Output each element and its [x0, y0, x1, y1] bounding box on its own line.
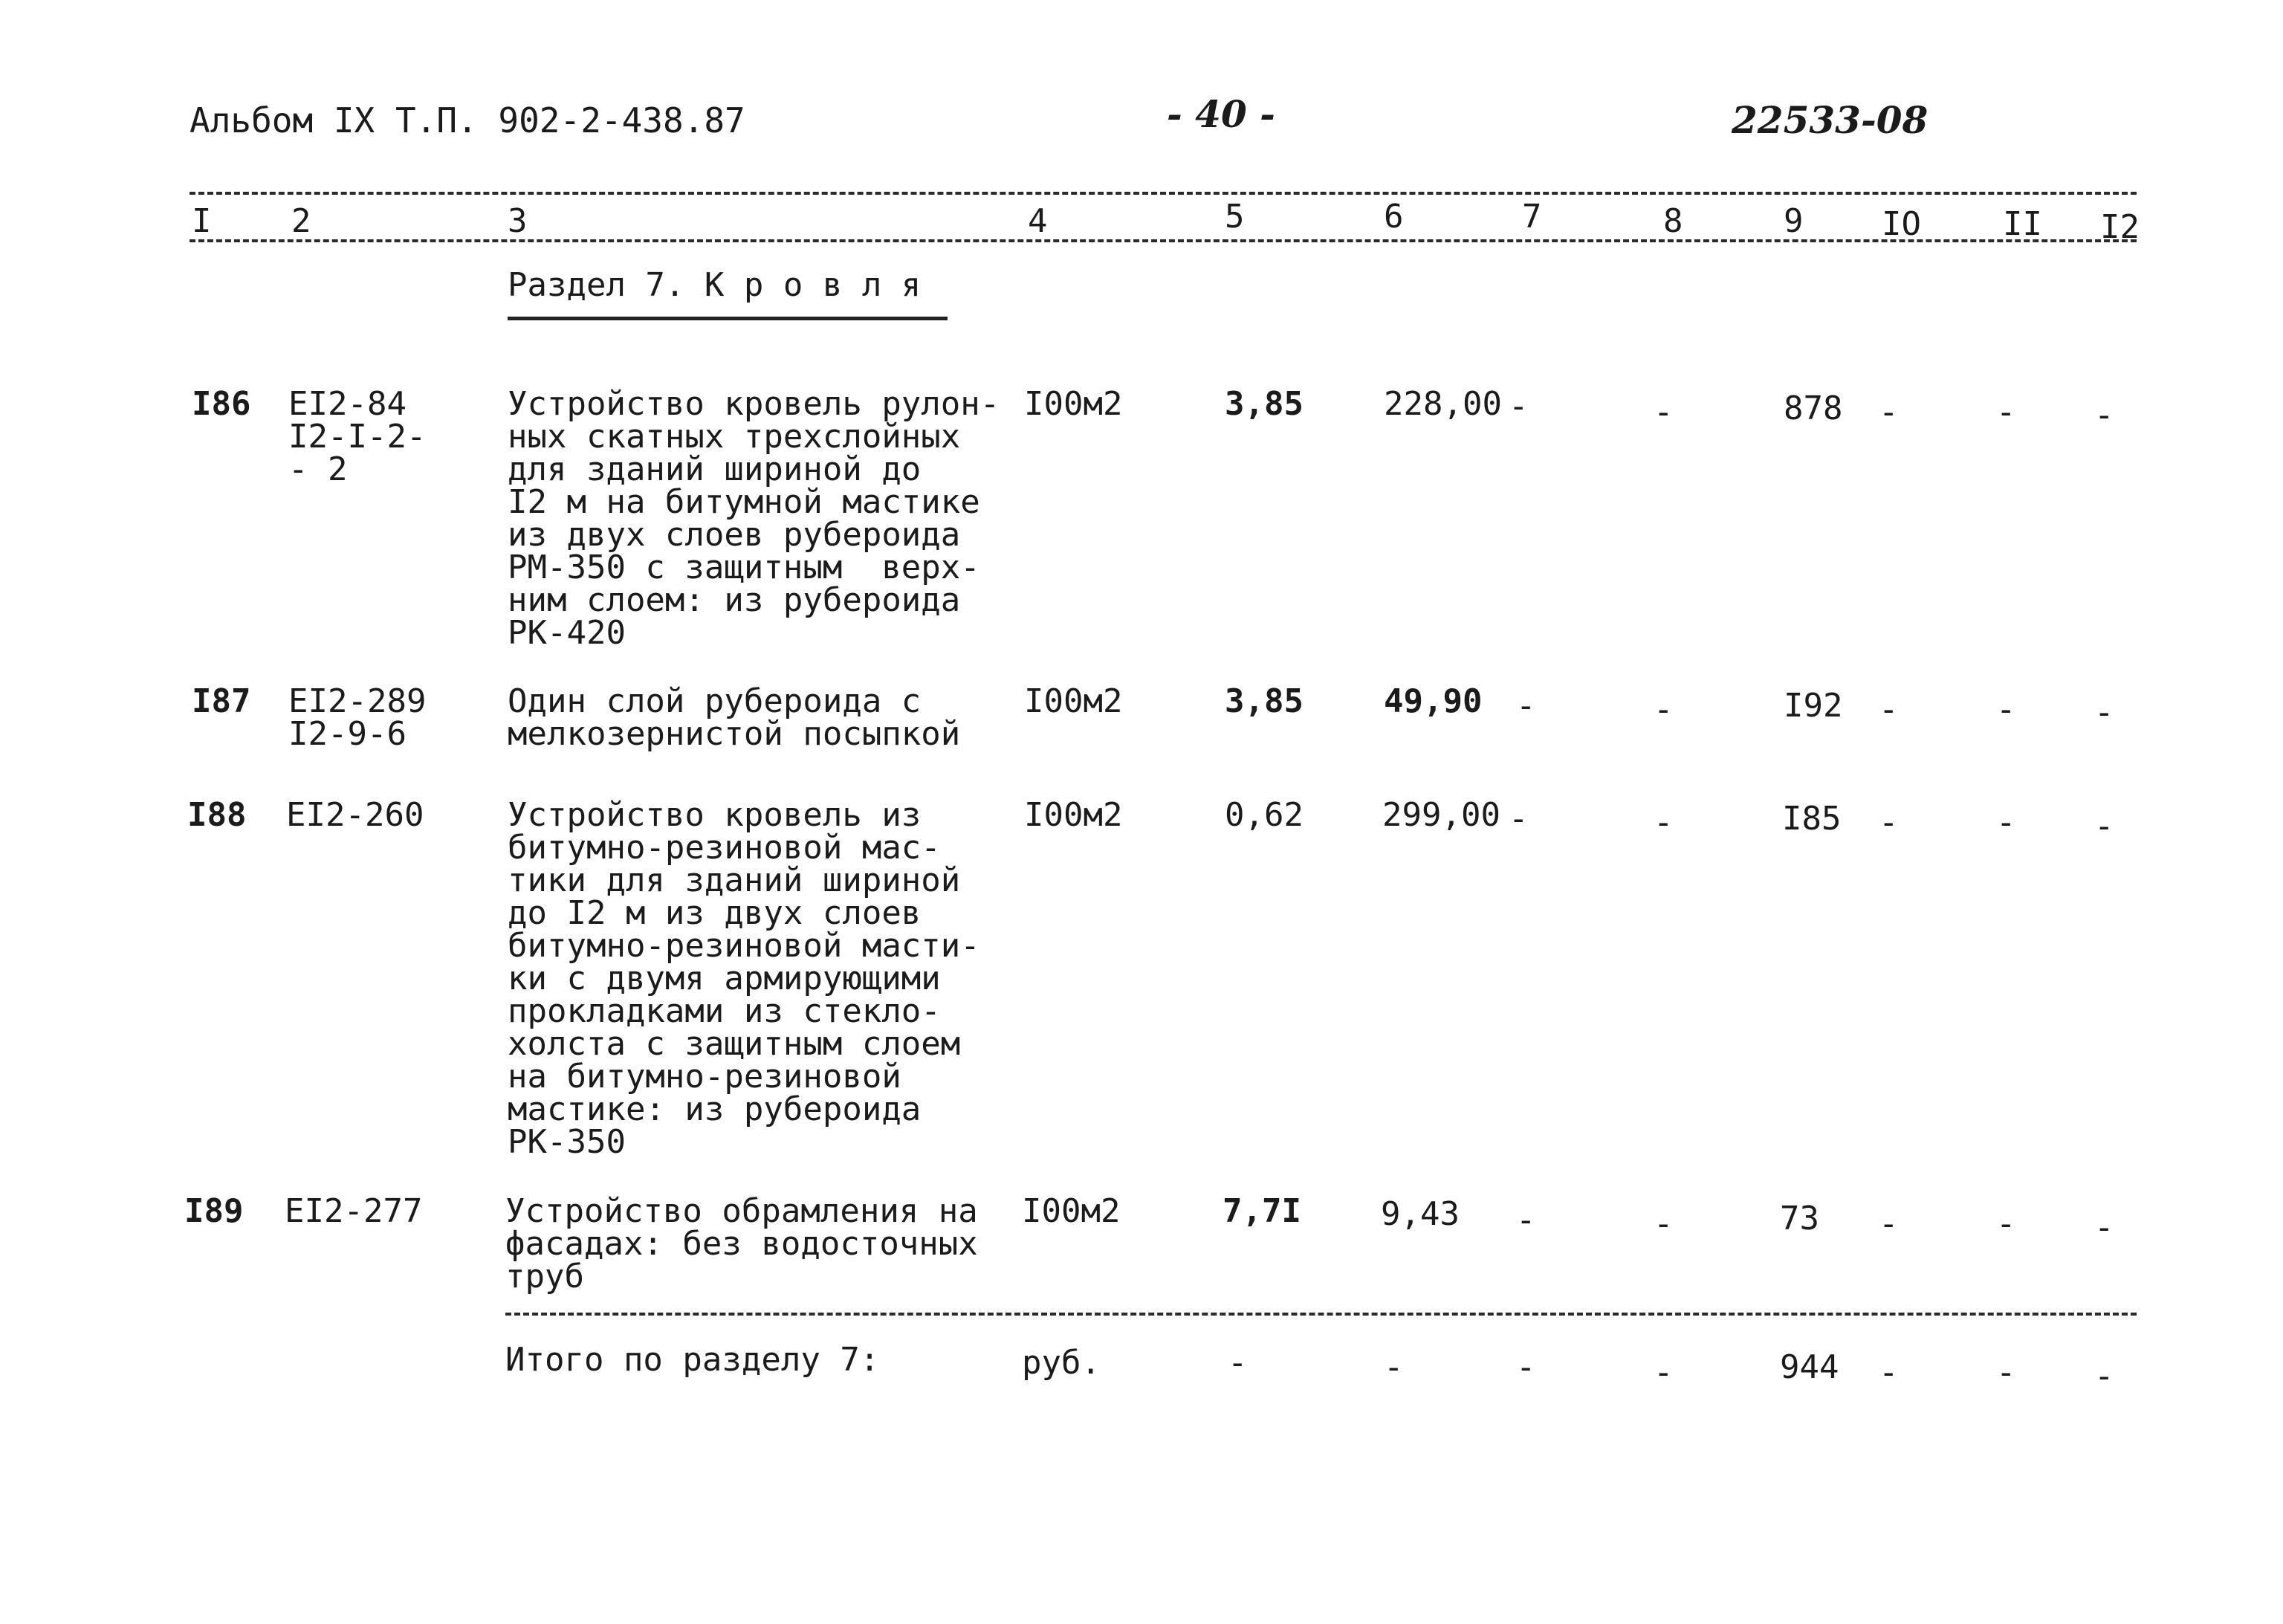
quantity: 3,85	[1225, 385, 1304, 423]
column-header-4: 4	[1028, 202, 1048, 240]
column-9-value: I85	[1782, 800, 1842, 838]
column-7-value: -	[1509, 387, 1529, 425]
column-header-5: 5	[1225, 198, 1245, 236]
total-column-5: -	[1228, 1344, 1248, 1382]
column-header-10: IO	[1882, 205, 1921, 243]
unit-of-measure: I00м2	[1024, 796, 1123, 834]
column-header-12: I2	[2100, 208, 2140, 246]
column-7-value: -	[1516, 1201, 1536, 1239]
column-header-9: 9	[1784, 202, 1804, 240]
column-8-value: -	[1654, 803, 1674, 841]
section-title-underline	[508, 317, 948, 320]
rate-code: EI2-277	[285, 1192, 423, 1230]
unit-of-measure: I00м2	[1024, 682, 1123, 720]
column-header-11: II	[2003, 205, 2042, 243]
column-11-value: -	[1996, 393, 2016, 431]
unit-price: 228,00	[1384, 385, 1502, 423]
quantity: 0,62	[1225, 796, 1304, 834]
unit-price: 49,90	[1384, 682, 1483, 720]
column-9-value: 73	[1780, 1200, 1819, 1238]
quantity: 7,7I	[1223, 1192, 1301, 1230]
total-column-7: -	[1516, 1348, 1536, 1386]
column-8-value: -	[1654, 1205, 1674, 1243]
column-header-top-rule	[190, 192, 2137, 195]
total-column-6: -	[1384, 1348, 1404, 1386]
column-header-8: 8	[1663, 202, 1683, 240]
column-9-value: 878	[1784, 389, 1843, 427]
album-title: Альбом IX Т.П. 902-2-438.87	[190, 100, 745, 140]
unit-price: 9,43	[1381, 1195, 1460, 1233]
column-11-value: -	[1996, 803, 2016, 841]
column-header-2: 2	[291, 202, 311, 240]
work-description: Устройство кровель из битумно-резиновой мас- тики для зданий шириной до I2 м из двух слоев битумно-резиновой масти- ки с двумя армирующими прокладками из стекло- холста с защитным слоем на битумно-резиновой мастике: из рубероида РК-350	[508, 796, 980, 1161]
column-8-value: -	[1654, 393, 1674, 431]
column-12-value: -	[2094, 807, 2114, 845]
rate-code: EI2-260	[286, 796, 424, 834]
column-header-6: 6	[1384, 198, 1404, 236]
unit-of-measure: I00м2	[1024, 385, 1123, 423]
column-11-value: -	[1996, 690, 2016, 728]
column-header-3: 3	[508, 202, 528, 240]
work-description: Устройство кровель рулон- ных скатных трехслойных для зданий шириной до I2 м на битумной мастике из двух слоев рубероида РМ-350 с защитным верх- ним слоем: из рубероида РК-420	[508, 385, 1000, 652]
column-10-value: -	[1879, 393, 1899, 431]
rate-code: EI2-84 I2-I-2- - 2	[288, 385, 427, 488]
work-description: Один слой рубероида с мелкозернистой посыпкой	[508, 682, 961, 753]
section-title: Раздел 7. К р о в л я	[508, 266, 922, 304]
unit-price: 299,00	[1382, 796, 1500, 834]
column-8-value: -	[1654, 690, 1674, 728]
column-12-value: -	[2094, 1209, 2114, 1246]
column-header-7: 7	[1522, 198, 1542, 236]
total-label: Итого по разделу 7:	[505, 1341, 880, 1379]
total-column-8: -	[1654, 1353, 1674, 1391]
column-10-value: -	[1879, 803, 1899, 841]
row-number: I87	[192, 682, 251, 720]
column-9-value: I92	[1784, 687, 1843, 725]
row-number: I88	[187, 796, 247, 834]
column-10-value: -	[1879, 690, 1899, 728]
total-column-10: -	[1879, 1353, 1899, 1391]
row-number: I86	[192, 385, 251, 423]
column-12-value: -	[2094, 693, 2114, 731]
work-description: Устройство обрамления на фасадах: без водосточных труб	[505, 1192, 978, 1295]
total-column-11: -	[1996, 1353, 2016, 1391]
total-column-12: -	[2094, 1357, 2114, 1395]
column-7-value: -	[1516, 687, 1536, 725]
column-10-value: -	[1879, 1205, 1899, 1243]
column-header-1: I	[192, 202, 212, 240]
unit-of-measure: I00м2	[1022, 1192, 1121, 1230]
row-number: I89	[184, 1192, 244, 1230]
total-separator-rule	[505, 1313, 2137, 1316]
document-code: 22533-08	[1732, 98, 1929, 142]
column-7-value: -	[1509, 800, 1529, 838]
total-unit: руб.	[1022, 1344, 1101, 1382]
rate-code: EI2-289 I2-9-6	[288, 682, 427, 753]
column-header-bottom-rule	[190, 239, 2137, 242]
quantity: 3,85	[1225, 682, 1304, 720]
page-number: - 40 -	[1167, 92, 1275, 136]
column-11-value: -	[1996, 1205, 2016, 1243]
column-12-value: -	[2094, 396, 2114, 434]
total-column-9: 944	[1780, 1348, 1839, 1386]
